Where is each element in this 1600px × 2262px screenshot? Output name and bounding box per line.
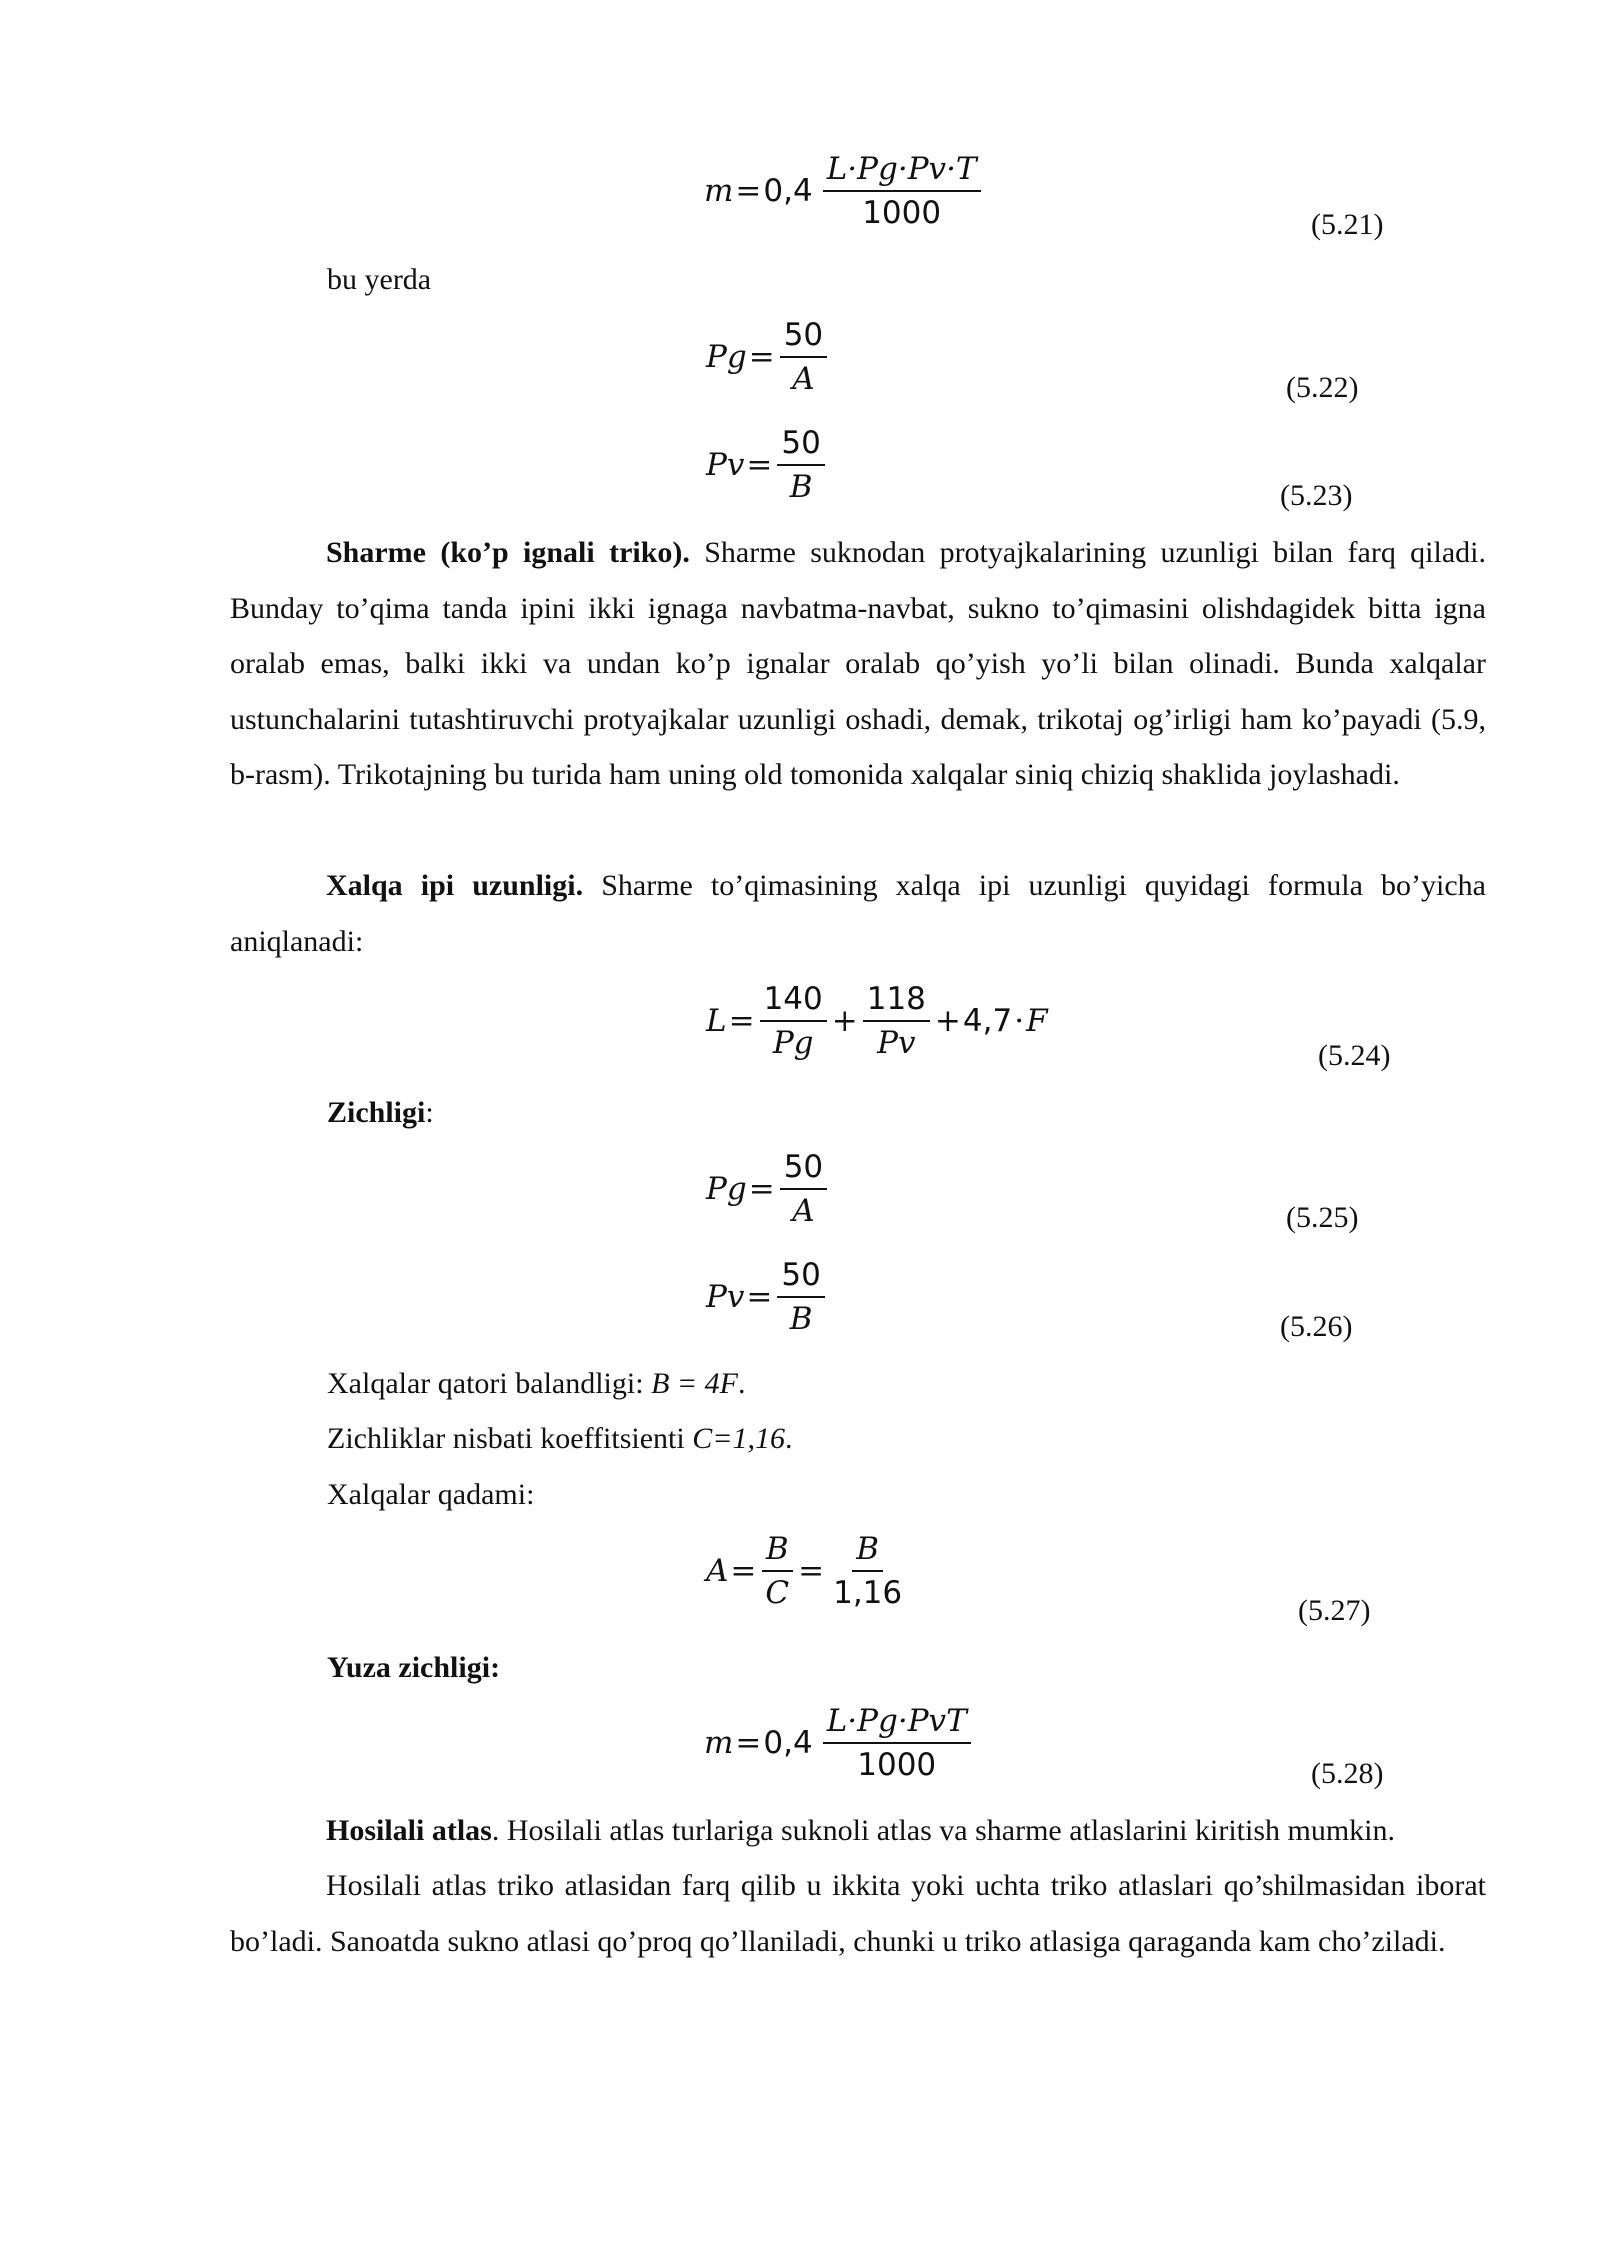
formula-denominator: A [792,1193,815,1229]
formula-denominator: 1000 [862,195,942,231]
yuza-heading [327,1648,500,1688]
equation-number-5-25: (5.25) [1286,1201,1359,1234]
formula-lhs: L [706,1003,727,1039]
formula-denominator: 1,16 [833,1575,903,1611]
formula-coef: 0,4 [763,173,813,209]
paragraph-hosilali-atlas [230,1803,1486,1859]
formula-denominator: Pg [772,1025,814,1061]
paragraph-hosilali-atlas-2: Hosilali atlas triko atlasidan farq qilib u ikkita yoki uchta triko atlaslari qo’shilmasidan iborat bo’ladi. Sanoatda sukno atlasi qo’proq qo’llaniladi, chunki u triko atlasiga qaraganda kam cho’ziladi. [230,1869,1486,1958]
paragraph-heading: Hosilali atlas [326,1814,492,1847]
paragraph-heading: Sharme (ko’p ignali triko). [326,536,690,569]
formula-numerator: 50 [777,1256,824,1298]
formula-denominator: B [789,469,813,505]
equation-number-5-22: (5.22) [1286,371,1359,404]
paragraph-body: . Hosilali atlas turlariga suknoli atlas va sharme atlaslarini kiritish mumkin. [491,1814,1396,1847]
formula-lhs: A [706,1553,729,1589]
formula-lhs: Pg [706,339,747,375]
formula-lhs: Pv [706,1279,745,1315]
nisbat-line [327,1419,792,1459]
formula-5-27: A = $\frac{B}{C}$ = $\frac{B}{1,16}$ [706,1530,909,1612]
formula-variable: F [1026,1003,1048,1039]
equation-number-5-24: (5.24) [1318,1039,1391,1072]
formula-coef: 0,4 [763,1725,813,1761]
formula-5-26: Pv = $\frac{50}{B}$ [706,1256,828,1338]
bu-yerda-text: bu yerda [327,263,432,296]
formula-numerator: 118 [863,980,930,1022]
formula-lhs: Pv [706,447,745,483]
formula-denominator: A [792,361,815,397]
formula-numerator: 50 [780,1148,827,1190]
zichligi-colon: : [425,1096,434,1129]
formula-lhs: Pg [706,1171,747,1207]
formula-lhs: m [704,1725,734,1761]
formula-5-21: m = 0,4 $\frac{L\cdot Pg\cdot Pv\cdot T}{1000}$ [704,150,984,232]
formula-5-22: Pg = $\frac{50}{A}$ [706,316,830,398]
zichligi-heading [327,1093,434,1133]
formula-5-23: Pv = $\frac{50}{B}$ [706,424,828,506]
paragraph-body: Sharme to’qimasining xalqa ipi uzunligi quyidagi formula bo’yicha aniqlanadi: [230,869,1486,958]
paragraph-xalqa-ipi [230,858,1486,969]
nisbat-label: Zichliklar nisbati koeffitsienti [327,1422,693,1455]
nisbat-end: . [784,1422,793,1455]
equation-number-5-27: (5.27) [1298,1594,1371,1627]
formula-numerator: L·Pg·Pv·T [823,150,981,192]
formula-denominator: 1000 [857,1747,937,1783]
formula-denominator: B [789,1301,813,1337]
formula-coef: 4,7 [962,1003,1013,1039]
yuza-label: Yuza zichligi: [327,1651,501,1684]
balandlik-formula: B = 4F [651,1367,738,1400]
formula-numerator: B [762,1530,793,1572]
formula-denominator: C [765,1575,790,1611]
balandlik-label: Xalqalar qatori balandligi: [327,1367,652,1400]
formula-numerator: L·Pg·PvT [823,1702,971,1744]
equation-number-5-28: (5.28) [1311,1757,1384,1790]
balandlik-end: . [737,1367,746,1400]
balandlik-line [327,1364,745,1404]
paragraph-sharme [230,525,1486,803]
nisbat-formula: C=1,16 [692,1422,785,1455]
paragraph-body: Sharme suknodan protyajkalarining uzunligi bilan farq qiladi. Bunday to’qima tanda ipini ikki ignaga navbatma-navbat, sukno to’qimasini olishdagidek bitta igna oralab emas, balki ikki va undan ko’p ignalar oralab qo’yish yo’li bilan olinadi. Bunda xalqalar ustunchalarini tutashtiruvchi protyajkalar uzunligi oshadi, demak, trikotaj og’irligi ham ko’payadi (5.9, b-rasm). Trikotajning bu turida ham uning old tomonida xalqalar siniq chiziq shaklida joylashadi. [230,536,1486,791]
equation-number-5-23: (5.23) [1280,479,1353,512]
formula-5-28: m = 0,4 $\frac{\text{L·Pg·PvT}}{1000}$ [704,1702,974,1784]
formula-numerator: 140 [760,980,827,1022]
formula-lhs: m [704,173,734,209]
equation-number-5-26: (5.26) [1280,1310,1353,1343]
formula-numerator: 50 [777,424,824,466]
formula-5-25: Pg = $\frac{50}{A}$ [706,1148,830,1230]
formula-numerator: 50 [780,316,827,358]
qadam-label: Xalqalar qadami: [327,1478,535,1511]
formula-5-24: L = $\frac{140}{Pg}$ + $\frac{118}{Pv}$ + 4,7 · F [706,981,1048,1061]
formula-numerator: B [852,1530,883,1572]
paragraph-heading: Xalqa ipi uzunligi. [326,869,584,902]
formula-denominator: Pv [877,1025,916,1061]
equation-number-5-21: (5.21) [1311,208,1384,241]
zichligi-label: Zichligi [327,1096,426,1129]
